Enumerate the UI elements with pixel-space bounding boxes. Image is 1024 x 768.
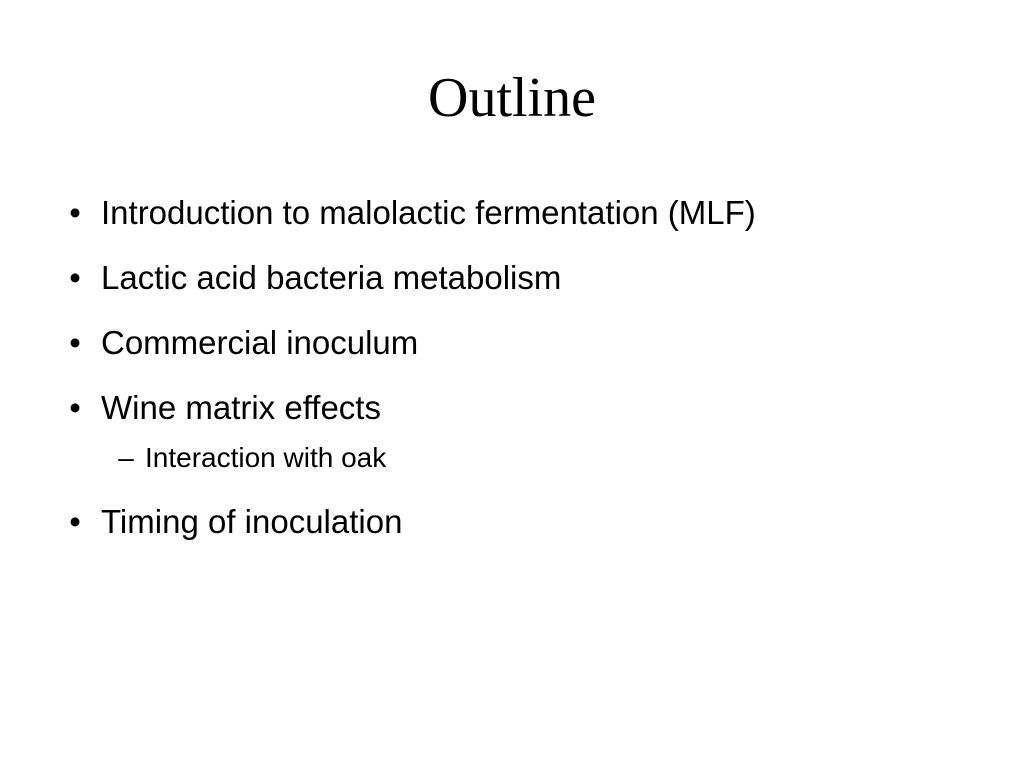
bullet-marker: •: [69, 503, 81, 540]
bullet-item-commercial-inoculum: [60, 316, 990, 370]
bullet-text: Introduction to malolactic fermentation (MLF): [101, 194, 756, 231]
bullet-list: [60, 186, 990, 560]
bullet-text: Timing of inoculation: [101, 503, 403, 540]
bullet-marker: •: [69, 259, 81, 296]
bullet-item-intro-mlf: [60, 186, 990, 240]
bullet-text: Commercial inoculum: [101, 324, 419, 361]
bullet-item-timing-of-inoculation: [60, 495, 990, 549]
sub-bullet-text: Interaction with oak: [145, 442, 387, 473]
bullet-item-lactic-acid-bacteria: [60, 251, 990, 305]
bullet-text: Wine matrix effects: [101, 389, 381, 426]
bullet-marker: •: [69, 389, 81, 426]
bullet-marker: •: [69, 194, 81, 231]
slide-title: Outline: [428, 67, 596, 129]
bullet-marker: •: [69, 324, 81, 361]
sub-bullet-marker: –: [118, 442, 134, 473]
bullet-item-wine-matrix-effects: [60, 381, 990, 435]
sub-bullet-item-interaction-with-oak: [60, 435, 990, 481]
bullet-text: Lactic acid bacteria metabolism: [101, 259, 562, 296]
